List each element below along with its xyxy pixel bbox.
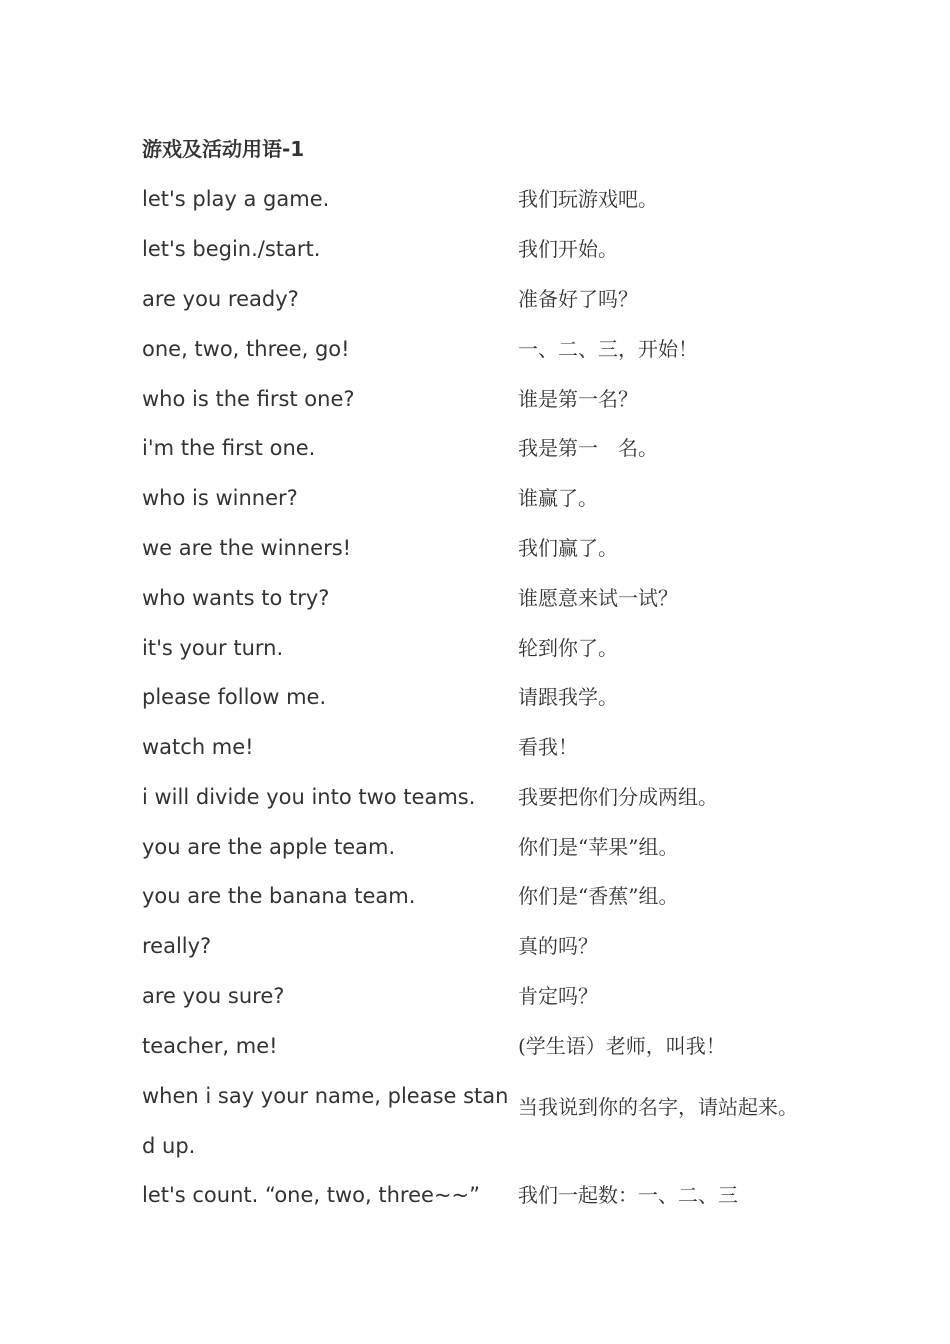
chinese-translation: 准备好了吗？ [518, 287, 638, 311]
phrase-row [0, 174, 950, 224]
chinese-translation: 当我说到你的名字，请站起来。 [518, 1095, 798, 1119]
english-phrase: are you sure? [142, 984, 285, 1008]
chinese-translation: 看我！ [518, 735, 578, 759]
phrase-row [0, 274, 950, 324]
phrase-row [0, 423, 950, 473]
page-title: 游戏及活动用语-1 [142, 137, 305, 161]
phrase-row [0, 672, 950, 722]
phrase-row [0, 224, 950, 274]
phrase-row [0, 722, 950, 772]
english-phrase: we are the winners! [142, 536, 352, 560]
chinese-translation: 我们玩游戏吧。 [518, 187, 658, 211]
chinese-translation: 一、二、三，开始！ [518, 337, 698, 361]
english-phrase: one, two, three, go! [142, 337, 350, 361]
chinese-translation: 我要把你们分成两组。 [518, 785, 718, 809]
chinese-translation: 我们赢了。 [518, 536, 618, 560]
chinese-translation: 你们是“苹果”组。 [518, 835, 679, 859]
phrase-row [0, 623, 950, 673]
phrase-row [0, 473, 950, 523]
phrase-row [0, 1021, 950, 1071]
chinese-translation: (学生语）老师，叫我！ [518, 1034, 726, 1058]
english-phrase: it's your turn. [142, 636, 284, 660]
english-phrase: let's begin./start. [142, 237, 321, 261]
chinese-translation: 肯定吗？ [518, 984, 598, 1008]
phrase-row [0, 324, 950, 374]
chinese-translation: 我们开始。 [518, 237, 618, 261]
phrase-row [0, 1071, 950, 1171]
chinese-translation: 真的吗？ [518, 934, 598, 958]
chinese-translation: 请跟我学。 [518, 685, 618, 709]
phrase-row [0, 374, 950, 424]
english-phrase: who is the first one? [142, 387, 355, 411]
english-phrase: let's play a game. [142, 187, 330, 211]
phrase-row [0, 822, 950, 872]
phrase-row [0, 772, 950, 822]
english-phrase: i will divide you into two teams. [142, 785, 476, 809]
english-phrase: really? [142, 934, 212, 958]
english-phrase: are you ready? [142, 287, 299, 311]
phrase-row [0, 871, 950, 921]
phrase-row [0, 523, 950, 573]
english-phrase: you are the apple team. [142, 835, 396, 859]
chinese-translation: 谁赢了。 [518, 486, 598, 510]
english-phrase: watch me! [142, 735, 254, 759]
chinese-translation: 轮到你了。 [518, 636, 618, 660]
english-phrase: you are the banana team. [142, 884, 416, 908]
chinese-translation: 谁是第一名？ [518, 387, 638, 411]
english-phrase: who wants to try? [142, 586, 330, 610]
phrase-row [0, 921, 950, 971]
english-phrase: let's count. “one, two, three~~” [142, 1183, 480, 1207]
chinese-translation: 我是第一 名。 [518, 436, 658, 460]
english-phrase: please follow me. [142, 685, 327, 709]
english-phrase: when i say your name, please stand up. [142, 1084, 509, 1158]
chinese-translation: 你们是“香蕉”组。 [518, 884, 679, 908]
chinese-translation: 我们一起数：一、二、三 [518, 1183, 738, 1207]
english-phrase: i'm the first one. [142, 436, 316, 460]
phrase-row [0, 1170, 950, 1220]
chinese-translation: 谁愿意来试一试？ [518, 586, 678, 610]
english-phrase: teacher, me! [142, 1034, 278, 1058]
english-phrase: who is winner? [142, 486, 298, 510]
phrase-row [0, 971, 950, 1021]
phrase-row [0, 573, 950, 623]
